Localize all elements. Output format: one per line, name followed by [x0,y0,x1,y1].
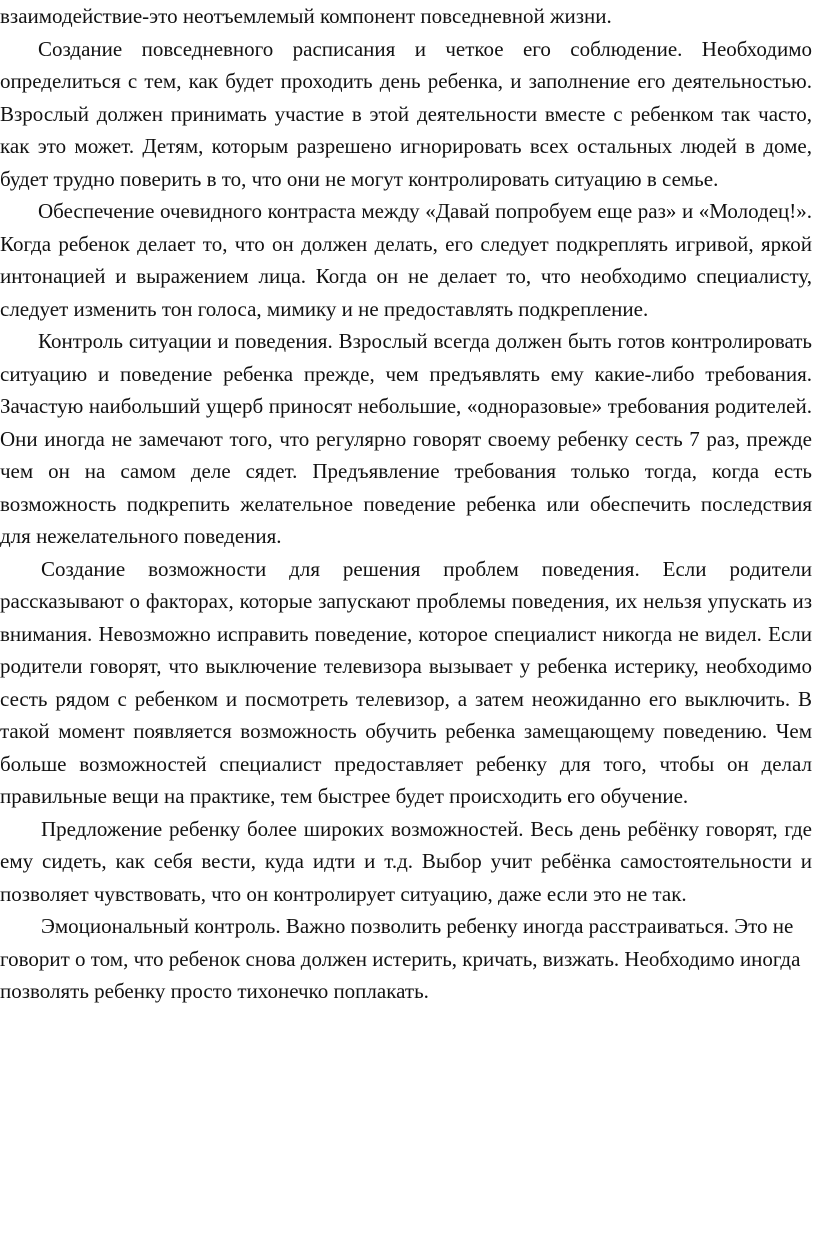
paragraph-wider-choices: Предложение ребенку более широких возможностей. Весь день ребёнку говорят, где ему сидеть, как себя вести, куда идти и т.д. Выбор учит ребёнка самостоятельности и позволяет чувствовать, что он контролирует ситуацию, даже если это не так. [0,816,812,906]
paragraph-continuation: взаимодействие-это неотъемлемый компонент повседневной жизни. [0,4,612,28]
paragraph-behavior-opportunities: Создание возможности для решения проблем поведения. Если родители рассказывают о факторах, которые запускают проблемы поведения, их нельзя упускать из внимания. Невозможно исправить поведение, которое специалист никогда не видел. Если родители говорят, что выключение телевизора вызывает у ребенка истерику, необходимо сесть рядом с ребенком и посмотреть телевизор, а затем неожиданно его выключить. В такой момент появляется возможность обучить ребенка замещающему поведению. Чем больше возможностей специалист предоставляет ребенку для того, чтобы он делал правильные вещи на практике, тем быстрее будет происходить его обучение. [0,556,812,808]
paragraph-daily-schedule: Создание повседневного расписания и четкое его соблюдение. Необходимо определиться с тем, как будет проходить день ребенка, и заполнение его деятельностью. Взрослый должен принимать участие в этой деятельности вместе с ребенком так часто, как это может. Детям, которым разрешено игнорировать всех остальных людей в доме, будет трудно поверить в то, что они не могут контролировать ситуацию в семье. [0,36,812,191]
paragraph-situation-control: Контроль ситуации и поведения. Взрослый всегда должен быть готов контролировать ситуацию и поведение ребенка прежде, чем предъявлять ему какие-либо требования. Зачастую наибольший ущерб приносят небольшие, «одноразовые» требования родителей. Они иногда не замечают того, что регулярно говорят своему ребенку сесть 7 раз, прежде чем он на самом деле сядет. Предъявление требования только тогда, когда есть возможность подкрепить желательное поведение ребенка или обеспечить последствия для нежелательного поведения. [0,329,812,548]
paragraph-emotional-control: Эмоциональный контроль. Важно позволить ребенку иногда расстраиваться. Это не говорит о том, что ребенок снова должен истерить, кричать, визжать. Необходимо иногда позволять ребенку просто тихонечко поплакать. [0,914,801,1003]
paragraph-contrast: Обеспечение очевидного контраста между «Давай попробуем еще раз» и «Молодец!». Когда ребенок делает то, что он должен делать, его следует подкреплять игривой, яркой интонацией и выражением лица. Когда он не делает то, что необходимо специалисту, следует изменить тон голоса, мимику и не предоставлять подкрепление. [0,199,812,321]
